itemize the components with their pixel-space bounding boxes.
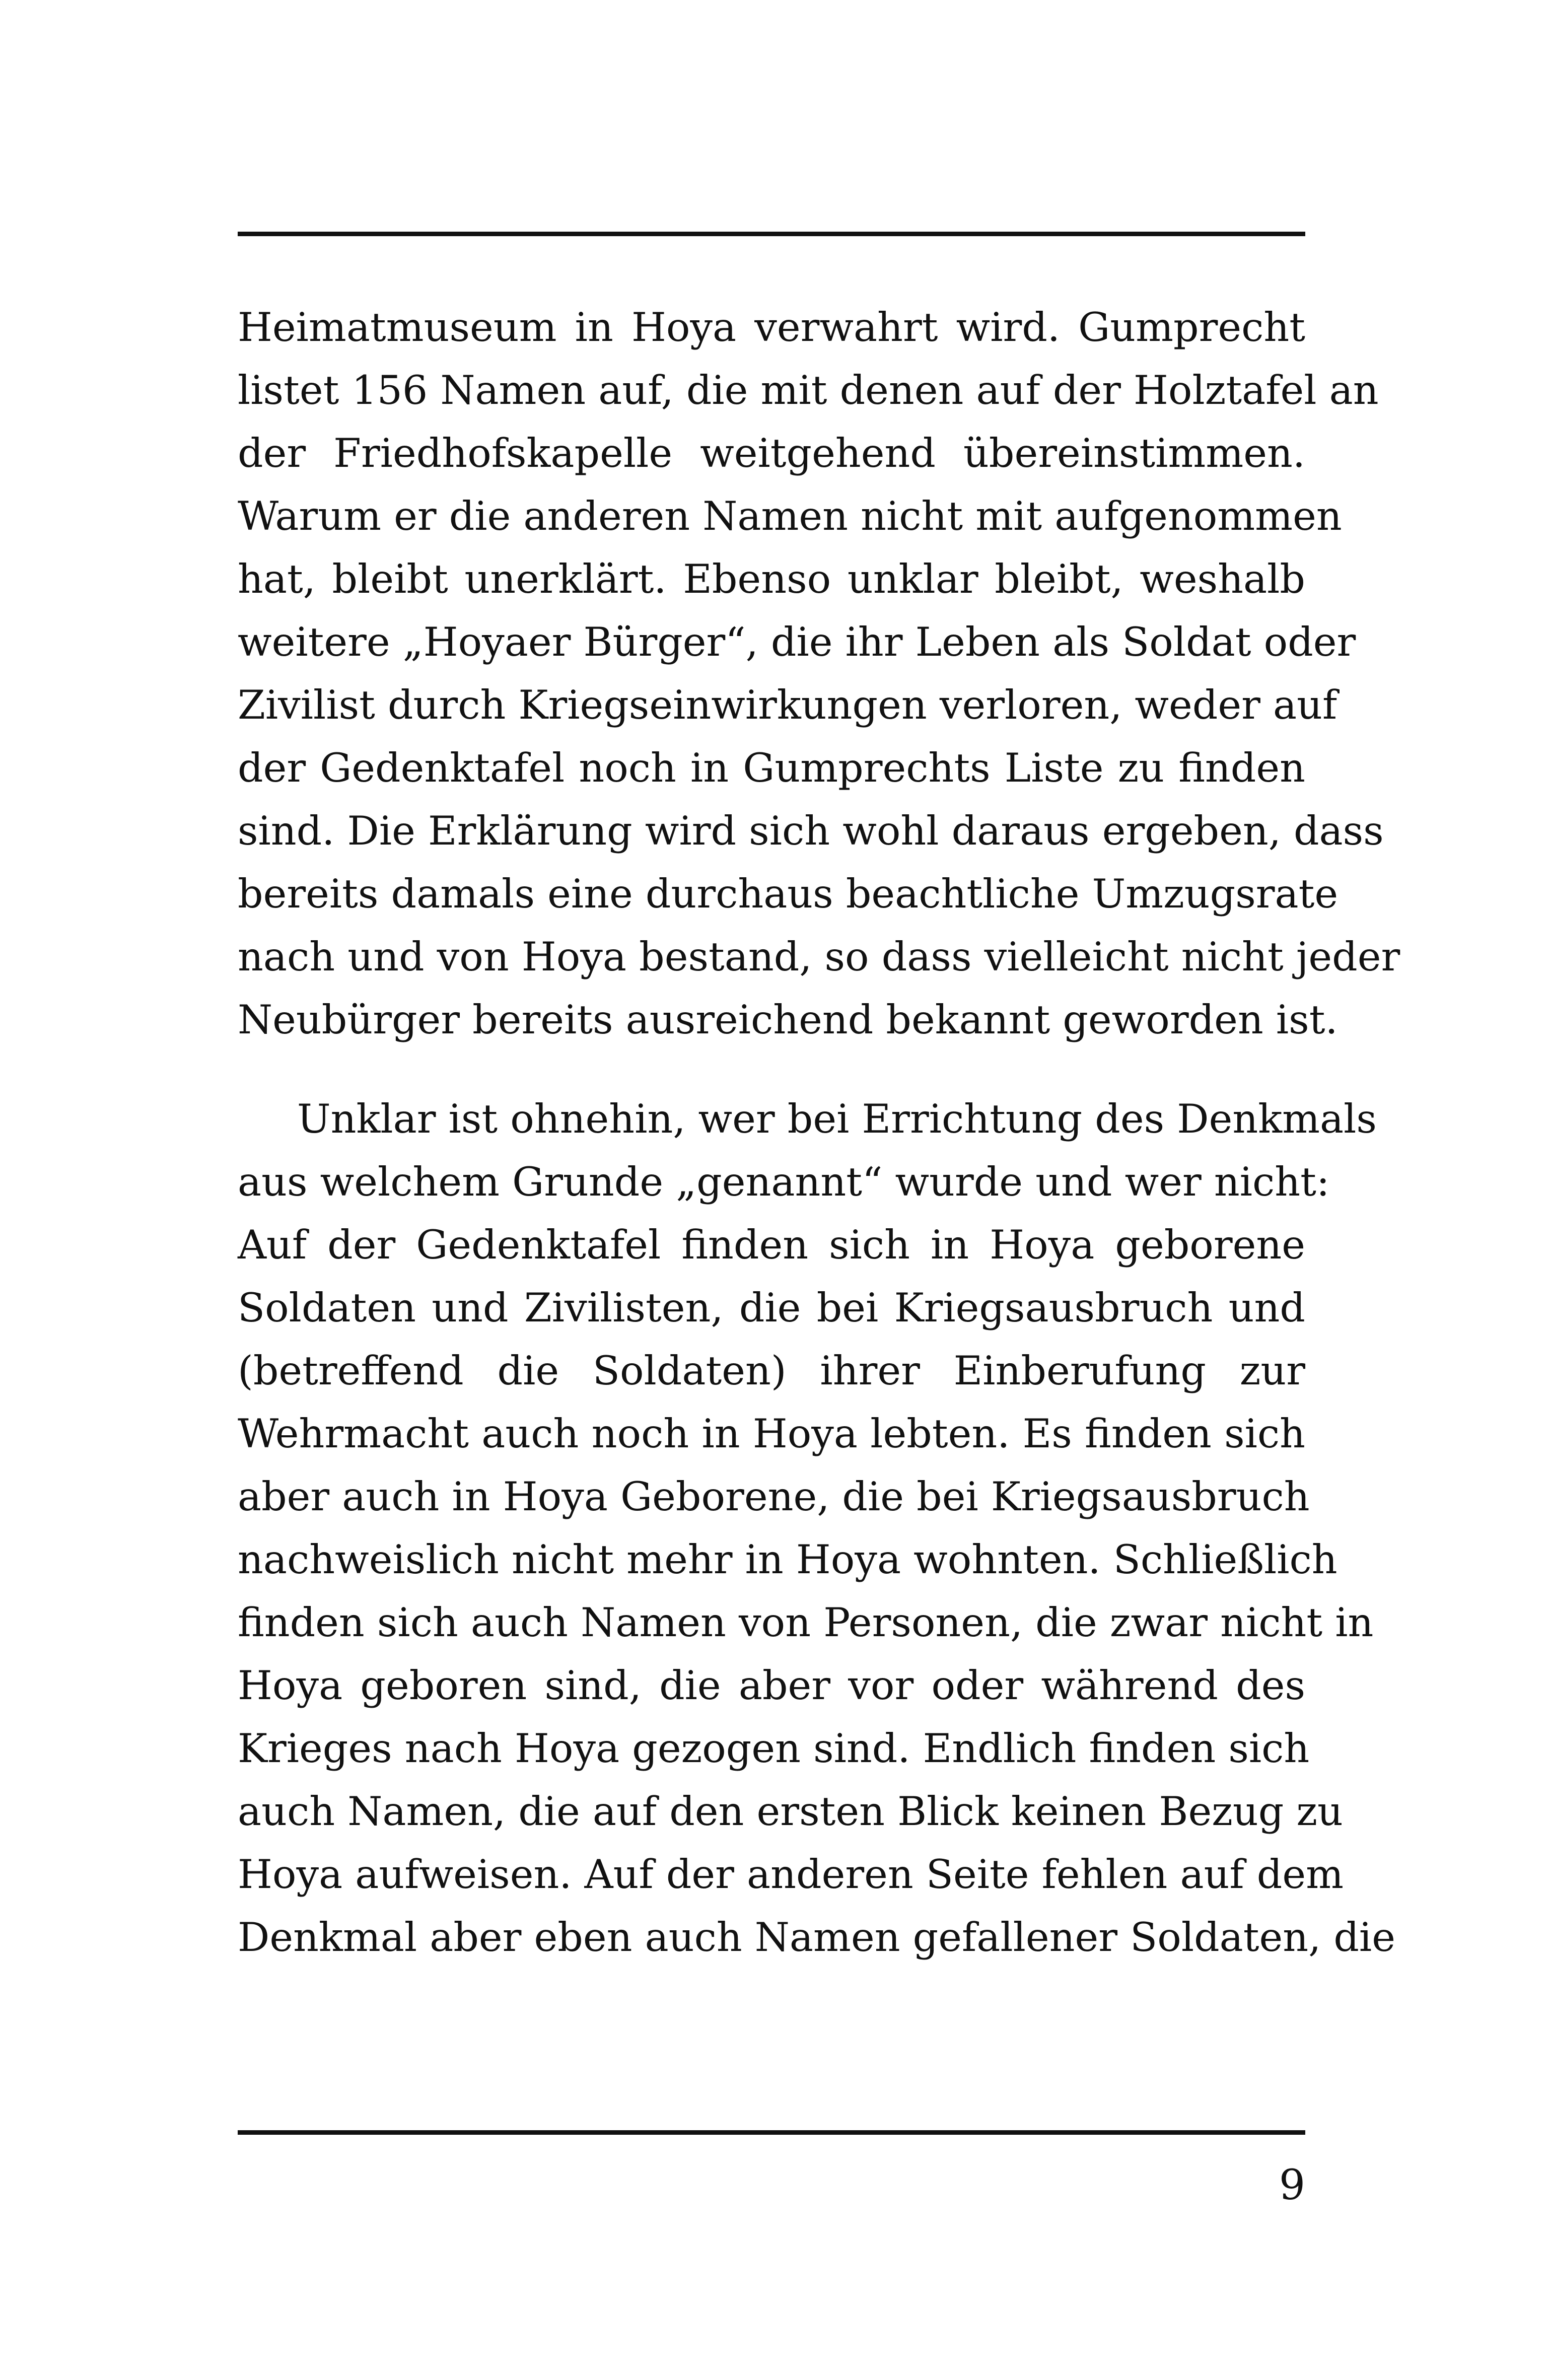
paragraph-spacing (238, 1052, 1305, 1088)
body-text (238, 296, 1400, 1969)
text-line: aus welchem Grunde „genannt“ wurde und wer nicht: (238, 1159, 1330, 1205)
text-line: Auf der Gedenktafel finden sich in Hoya geborene (238, 1222, 1305, 1268)
paragraph-2 (238, 1088, 1395, 1969)
text-line: Zivilist durch Kriegseinwirkungen verloren, weder auf (238, 682, 1337, 728)
text-line: Wehrmacht auch noch in Hoya lebten. Es finden sich (238, 1411, 1305, 1457)
text-line: der Gedenktafel noch in Gumprechts Liste zu finden (238, 745, 1305, 791)
text-line: aber auch in Hoya Geborene, die bei Kriegsausbruch (238, 1474, 1310, 1520)
text-line: sind. Die Erklärung wird sich wohl daraus ergeben, dass (238, 808, 1384, 854)
text-line: nachweislich nicht mehr in Hoya wohnten. Schließlich (238, 1536, 1337, 1583)
text-line: bereits damals eine durchaus beachtliche Umzugsrate (238, 871, 1339, 917)
text-line: (betreffend die Soldaten) ihrer Einberufung zur (238, 1348, 1305, 1394)
text-line: Warum er die anderen Namen nicht mit aufgenommen (238, 493, 1342, 539)
text-line: listet 156 Namen auf, die mit denen auf der Holztafel an (238, 367, 1379, 413)
footer-rule (238, 2130, 1305, 2135)
header-rule (238, 232, 1305, 236)
text-line: Denkmal aber eben auch Namen gefallener Soldaten, die (238, 1914, 1395, 1961)
text-line: auch Namen, die auf den ersten Blick keinen Bezug zu (238, 1788, 1343, 1835)
text-line: Neubürger bereits ausreichend bekannt geworden ist. (238, 997, 1338, 1043)
text-line: Soldaten und Zivilisten, die bei Kriegsausbruch und (238, 1285, 1305, 1331)
text-line: Hoya geboren sind, die aber vor oder während des (238, 1662, 1305, 1709)
text-line: weitere „Hoyaer Bürger“, die ihr Leben als Soldat oder (238, 619, 1356, 665)
text-line: der Friedhofskapelle weitgehend übereinstimmen. (238, 430, 1305, 476)
text-line: Krieges nach Hoya gezogen sind. Endlich finden sich (238, 1725, 1310, 1772)
text-line: Heimatmuseum in Hoya verwahrt wird. Gumprecht (238, 304, 1305, 351)
paragraph-1 (238, 296, 1400, 1052)
text-line: finden sich auch Namen von Personen, die zwar nicht in (238, 1599, 1374, 1646)
text-line: hat, bleibt unerklärt. Ebenso unklar bleibt, weshalb (238, 556, 1305, 602)
page-number: 9 (1279, 2161, 1305, 2209)
text-line: nach und von Hoya bestand, so dass vielleicht nicht jeder (238, 934, 1400, 980)
text-line: Hoya aufweisen. Auf der anderen Seite fehlen auf dem (238, 1851, 1344, 1898)
text-line: Unklar ist ohnehin, wer bei Errichtung des Denkmals (297, 1096, 1377, 1142)
